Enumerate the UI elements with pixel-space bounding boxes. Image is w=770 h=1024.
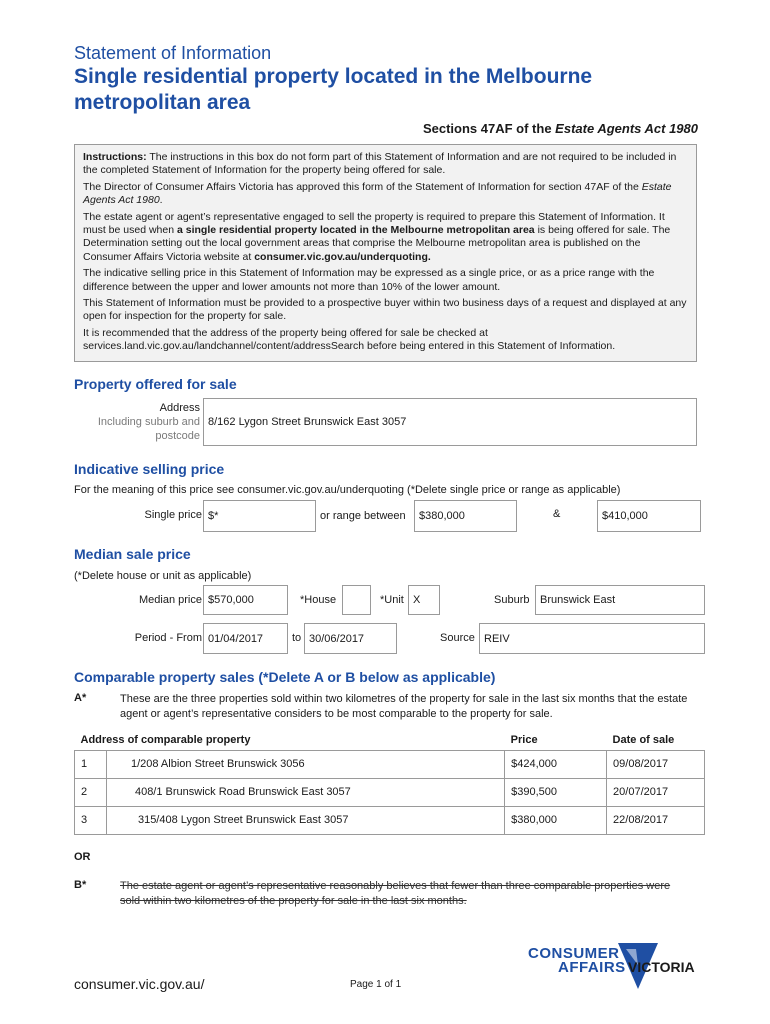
logo-text-line2a: AFFAIRS <box>558 959 626 976</box>
address-label-line1: Address <box>159 402 200 414</box>
row-price-field[interactable]: $380,000 <box>505 806 607 834</box>
instructions-text-2-end: . <box>159 194 163 207</box>
period-from-label: Period - From <box>134 632 202 644</box>
option-a-text: These are the three properties sold within two kilometres of the property for sale in the last six months that the estate agent or agent’s representative considers to be most comparable to the property for sale. <box>120 693 688 720</box>
consumer-affairs-victoria-logo <box>528 945 708 995</box>
table-row <box>75 778 705 806</box>
document-kicker: Statement of Information <box>74 43 272 63</box>
sections-reference <box>423 121 698 136</box>
instructions-text-3a: The estate agent or agent’s representative engaged to sell the property is required to prepare this Statement of Information. It must be used when <box>83 210 665 237</box>
period-from-field[interactable]: 01/04/2017 <box>203 623 288 654</box>
instructions-text-1: The instructions in this box do not form part of this Statement of Information and are not required to be included in the completed Statement of Information for the property being offered for sale. <box>83 151 677 177</box>
or-label: OR <box>74 851 91 863</box>
suburb-field[interactable]: Brunswick East <box>535 585 705 615</box>
address-label <box>74 401 200 443</box>
sections-act: Estate Agents Act 1980 <box>555 121 698 136</box>
median-heading: Median sale price <box>74 546 191 562</box>
instructions-para-5: This Statement of Information must be provided to a prospective buyer within two business days of a request and displayed at any open for inspection for the property for sale. <box>83 297 687 323</box>
row-date-field[interactable]: 09/08/2017 <box>607 750 705 778</box>
instructions-box <box>74 144 697 362</box>
period-to-field[interactable]: 30/06/2017 <box>304 623 397 654</box>
indicative-heading: Indicative selling price <box>74 461 225 477</box>
row-address-field[interactable]: 408/1 Brunswick Road Brunswick East 3057 <box>106 778 504 806</box>
footer-url[interactable]: consumer.vic.gov.au/ <box>74 976 205 992</box>
column-header-price: Price <box>510 733 538 746</box>
unit-label: *Unit <box>380 594 404 606</box>
row-price-field[interactable]: $390,500 <box>505 778 607 806</box>
column-header-date: Date of sale <box>612 733 675 746</box>
period-to-label: to <box>292 632 302 644</box>
address-field[interactable]: 8/162 Lygon Street Brunswick East 3057 <box>203 398 697 446</box>
instructions-text-2: The Director of Consumer Affairs Victoria has approved this form of the Statement of Information for section 47AF of the <box>83 180 642 193</box>
logo-text-line2b: VICTORIA <box>628 959 695 975</box>
option-b-text: The estate agent or agent’s representative reasonably believes that fewer than three comparable properties were sold within two kilometres of the property for sale in the last six months. <box>120 880 671 907</box>
instructions-para-1 <box>83 151 688 178</box>
property-heading: Property offered for sale <box>74 376 237 392</box>
source-label: Source <box>440 632 475 644</box>
instructions-act: Estate Agents Act 1980 <box>83 180 672 207</box>
document-title: Single residential property located in the Melbourne metropolitan area <box>74 65 593 114</box>
median-price-label: Median price <box>139 594 202 606</box>
range-label: or range between <box>320 510 406 522</box>
instructions-text-3b: is being offered for sale. The Determination setting out the local government areas that comprise the Melbourne metropolitan area is published on the Consumer Affairs Victoria website at <box>83 224 671 263</box>
instructions-para-6: It is recommended that the address of the property being offered for sale be checked at services.land.vic.gov.au/landchannel/content/addressSearch before being entered in this Statement of Information. <box>83 326 616 353</box>
median-price-field[interactable]: $570,000 <box>203 585 288 615</box>
row-price-field[interactable]: $424,000 <box>505 750 607 778</box>
indicative-note: For the meaning of this price see consumer.vic.gov.au/underquoting (*Delete single price or range as applicable) <box>74 484 621 496</box>
row-number: 2 <box>75 778 107 806</box>
row-number: 3 <box>75 806 107 834</box>
row-address-field[interactable]: 1/208 Albion Street Brunswick 3056 <box>106 750 504 778</box>
instructions-text-3-bold: a single residential property located in the Melbourne metropolitan area <box>176 224 535 237</box>
instructions-para-2 <box>83 181 688 208</box>
option-a-label: A* <box>74 692 87 704</box>
range-high-field[interactable]: $410,000 <box>597 500 701 532</box>
range-low-field[interactable]: $380,000 <box>414 500 517 532</box>
row-address-field[interactable]: 315/408 Lygon Street Brunswick East 3057 <box>106 806 504 834</box>
address-label-line2: Including suburb and <box>97 416 200 428</box>
house-checkbox[interactable] <box>342 585 371 615</box>
unit-checkbox[interactable]: X <box>408 585 440 615</box>
row-date-field[interactable]: 20/07/2017 <box>607 778 705 806</box>
address-label-line3: postcode <box>155 430 200 442</box>
house-label: *House <box>300 594 337 606</box>
sections-prefix: Sections 47AF of the <box>422 121 556 136</box>
option-b-label: B* <box>74 879 87 891</box>
single-price-label: Single price <box>144 509 202 521</box>
range-ampersand: & <box>553 508 561 520</box>
single-price-field[interactable]: $* <box>203 500 316 532</box>
column-header-address: Address of comparable property <box>80 733 251 746</box>
instructions-para-4: The indicative selling price in this Statement of Information may be expressed as a single price, or as a price range with the difference between the upper and lower amounts not more than 10% of the lower amount. <box>83 267 655 293</box>
logo-text-line1: CONSUMER <box>528 945 620 962</box>
table-header-row <box>75 730 705 750</box>
suburb-label: Suburb <box>494 594 530 606</box>
instructions-para-3 <box>83 211 688 265</box>
table-row <box>75 750 705 778</box>
comparable-table <box>74 730 705 835</box>
comparable-heading: Comparable property sales (*Delete A or B below as applicable) <box>74 669 496 685</box>
page-number: Page 1 of 1 <box>350 979 402 990</box>
table-row <box>75 806 705 834</box>
instructions-label: Instructions: <box>83 151 147 163</box>
row-number: 1 <box>75 750 107 778</box>
source-field[interactable]: REIV <box>479 623 705 654</box>
underquoting-link[interactable]: consumer.vic.gov.au/underquoting. <box>254 250 431 263</box>
median-note: (*Delete house or unit as applicable) <box>74 570 252 582</box>
row-date-field[interactable]: 22/08/2017 <box>607 806 705 834</box>
